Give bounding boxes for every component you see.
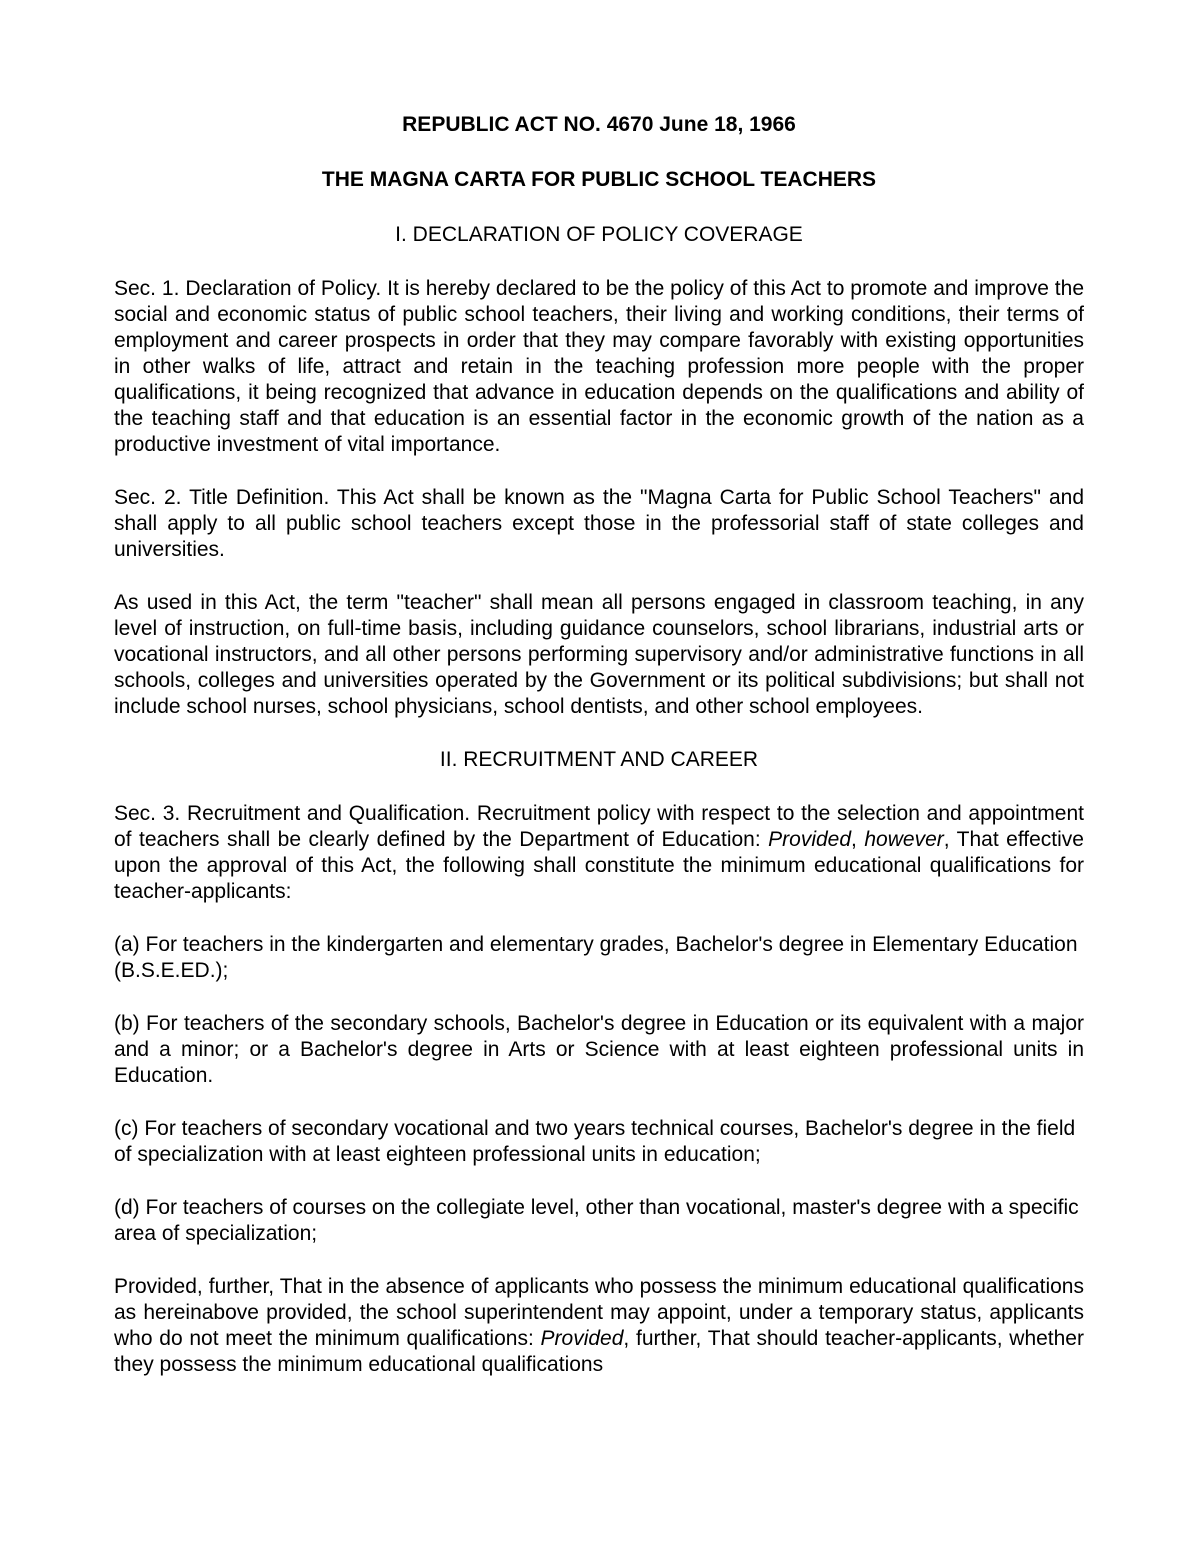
section-1-paragraph: Sec. 1. Declaration of Policy. It is hereby declared to be the policy of this Act to promote and improve the social and economic status of public school teachers, their living and working conditions, their terms of employment and career prospects in order that they may compare favorably with existing opportunities in other walks of life, attract and retain in the teaching profession more people with the proper qualifications, it being recognized that advance in education depends on the qualifications and ability of the teaching staff and that education is an essential factor in the economic growth of the nation as a productive investment of vital importance. bbox=[114, 277, 1084, 456]
qualification-item-d: (d) For teachers of courses on the collegiate level, other than vocational, master's degree with a specific area of specialization; bbox=[114, 1196, 1079, 1245]
teacher-definition-paragraph: As used in this Act, the term "teacher" shall mean all persons engaged in classroom teaching, in any level of instruction, on full-time basis, including guidance counselors, school librarians, industrial arts or vocational instructors, and all other persons performing supervisory and/or administrative functions in all schools, colleges and universities operated by the Government or its political subdivisions; but shall not include school nurses, school physicians, school dentists, and other school employees. bbox=[114, 591, 1084, 718]
part-two-heading: II. RECRUITMENT AND CAREER bbox=[439, 748, 759, 771]
section-3-text-end: , That effective upon the approval of this Act, the following shall constitute the minimum educational qualifications for teacher-applicants: bbox=[114, 828, 1084, 903]
magna-carta-title: THE MAGNA CARTA FOR PUBLIC SCHOOL TEACHERS bbox=[321, 168, 877, 191]
section-3-provided-emphasis: Provided bbox=[768, 828, 852, 851]
proviso-paragraph bbox=[114, 1274, 1084, 1378]
section-3-paragraph bbox=[114, 801, 1084, 905]
act-title: REPUBLIC ACT NO. 4670 June 18, 1966 bbox=[402, 113, 796, 136]
section-3-comma: , bbox=[851, 828, 865, 851]
proviso-text-end: , further, That should teacher-applicants, whether they possess the minimum educational qualifications bbox=[114, 1327, 1084, 1376]
qualification-item-a: (a) For teachers in the kindergarten and elementary grades, Bachelor's degree in Elementary Education (B.S.E.ED.); bbox=[114, 933, 1078, 982]
section-3-however-emphasis: however bbox=[864, 828, 944, 851]
proviso-text-start: Provided, further, That in the absence of applicants who possess the minimum educational qualifications as hereinabove provided, the school superintendent may appoint, under a temporary status, applicants who do not meet the minimum qualifications: bbox=[114, 1275, 1084, 1350]
qualification-item-b: (b) For teachers of the secondary schools, Bachelor's degree in Education or its equivalent with a major and a minor; or a Bachelor's degree in Arts or Science with at least eighteen professional units in Education. bbox=[114, 1012, 1084, 1087]
proviso-provided-emphasis: Provided bbox=[540, 1327, 624, 1350]
part-one-heading: I. DECLARATION OF POLICY COVERAGE bbox=[395, 223, 803, 246]
document-page bbox=[114, 112, 1084, 1405]
qualification-item-c: (c) For teachers of secondary vocational and two years technical courses, Bachelor's degree in the field of specialization with at least eighteen professional units in education; bbox=[114, 1117, 1076, 1166]
section-3-text-start: Sec. 3. Recruitment and Qualification. Recruitment policy with respect to the selection and appointment of teachers shall be clearly defined by the Department of Education: bbox=[114, 802, 1084, 851]
section-2-paragraph: Sec. 2. Title Definition. This Act shall be known as the "Magna Carta for Public School Teachers" and shall apply to all public school teachers except those in the professorial staff of state colleges and universities. bbox=[114, 486, 1084, 561]
